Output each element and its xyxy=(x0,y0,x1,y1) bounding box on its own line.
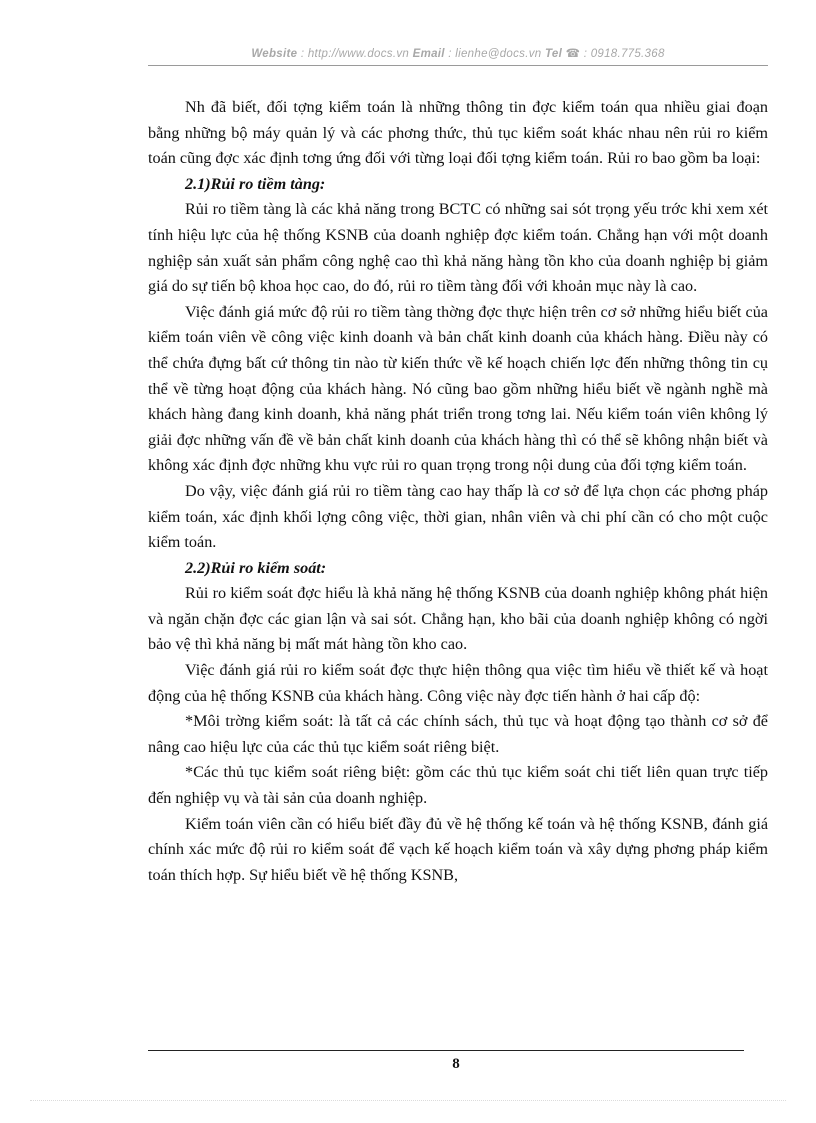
body-paragraph: Kiểm toán viên cần có hiểu biết đầy đủ về hệ thống kế toán và hệ thống KSNB, đánh giá chính xác mức độ rủi ro kiểm soát để vạch kế hoạch kiểm toán và xây dựng phơng pháp kiểm toán thích hợp. Sự hiểu biết về hệ thống KSNB, xyxy=(148,814,768,884)
footer-divider xyxy=(148,1050,744,1051)
website-value: : http://www.docs.vn xyxy=(300,48,410,60)
page-header xyxy=(148,46,768,60)
page-number: 8 xyxy=(452,1056,460,1072)
tel-label: Tel xyxy=(544,48,563,60)
header-divider xyxy=(148,65,768,66)
bullet-paragraph: *Môi trờng kiểm soát: là tất cả các chính sách, thủ tục và hoạt động tạo thành cơ sở để nâng cao hiệu lực của các thủ tục kiểm soát riêng biệt. xyxy=(148,712,768,756)
tel-value: ☎ : 0918.775.368 xyxy=(565,48,665,60)
document-body xyxy=(148,95,768,888)
intro-paragraph: Nh đã biết, đối tợng kiểm toán là những thông tin đợc kiểm toán qua nhiều giai đoạn bằng những bộ máy quản lý và các phơng thức, thủ tục kiểm soát khác nhau nên rủi ro kiểm toán cũng đợc xác định tơng ứng đối với từng loại đối tợng kiểm toán. Rủi ro bao gồm ba loại: xyxy=(148,98,768,168)
body-paragraph: Việc đánh giá mức độ rủi ro tiềm tàng thờng đợc thực hiện trên cơ sở những hiểu biết của kiểm toán viên về công việc kinh doanh và bản chất kinh doanh của khách hàng. Điều này có thể chứa đựng bất cứ thông tin nào từ kiến thức về kế hoạch chiến lợc đến những thông tin cụ thể về từng hoạt động của khách hàng. Nó cũng bao gồm những hiểu biết về ngành nghề mà khách hàng đang kinh doanh, khả năng phát triển trong tơng lai. Nếu kiểm toán viên không lý giải đợc những vấn đề về bản chất kinh doanh của khách hàng thì có thể sẽ không nhận biết và không xác định đợc những khu vực rủi ro quan trọng trong nội dung của đối tợng kiểm toán. xyxy=(148,302,768,475)
bullet-paragraph: *Các thủ tục kiểm soát riêng biệt: gồm các thủ tục kiểm soát chi tiết liên quan trực tiếp đến nghiệp vụ và tài sản của doanh nghiệp. xyxy=(148,763,768,808)
page-bottom-border xyxy=(30,1100,786,1101)
email-value: : lienhe@docs.vn xyxy=(448,48,542,60)
body-paragraph: Do vậy, việc đánh giá rủi ro tiềm tàng cao hay thấp là cơ sở để lựa chọn các phơng pháp kiểm toán, xác định khối lợng công việc, thời gian, nhân viên và chi phí cần có cho một cuộc kiểm toán. xyxy=(148,481,768,552)
body-paragraph: Việc đánh giá rủi ro kiểm soát đợc thực hiện thông qua việc tìm hiểu về thiết kế và hoạt động của hệ thống KSNB của khách hàng. Công việc này đợc tiến hành ở hai cấp độ: xyxy=(148,661,768,705)
section-heading-inherent-risk: 2.1)Rủi ro tiềm tàng: xyxy=(185,174,326,193)
body-paragraph: Rủi ro tiềm tàng là các khả năng trong BCTC có những sai sót trọng yếu trớc khi xem xét tính hiệu lực của hệ thống KSNB của doanh nghiệp đợc kiểm toán. Chẳng hạn với một doanh nghiệp sản xuất sản phẩm công nghệ cao thì khả năng hàng tồn kho của doanh nghiệp bị giảm giá do sự tiến bộ khoa học cao, do đó, rủi ro tiềm tàng đối với khoản mục này là cao. xyxy=(148,200,768,296)
website-label: Website xyxy=(251,48,298,60)
email-label: Email xyxy=(412,48,445,60)
body-paragraph: Rủi ro kiểm soát đợc hiểu là khả năng hệ thống KSNB của doanh nghiệp không phát hiện và ngăn chặn đợc các gian lận và sai sót. Chẳng hạn, kho bãi của doanh nghiệp không có ngời bảo vệ thì khả năng bị mất mát hàng tồn kho cao. xyxy=(148,584,768,654)
section-heading-control-risk: 2.2)Rủi ro kiểm soát: xyxy=(185,558,327,577)
